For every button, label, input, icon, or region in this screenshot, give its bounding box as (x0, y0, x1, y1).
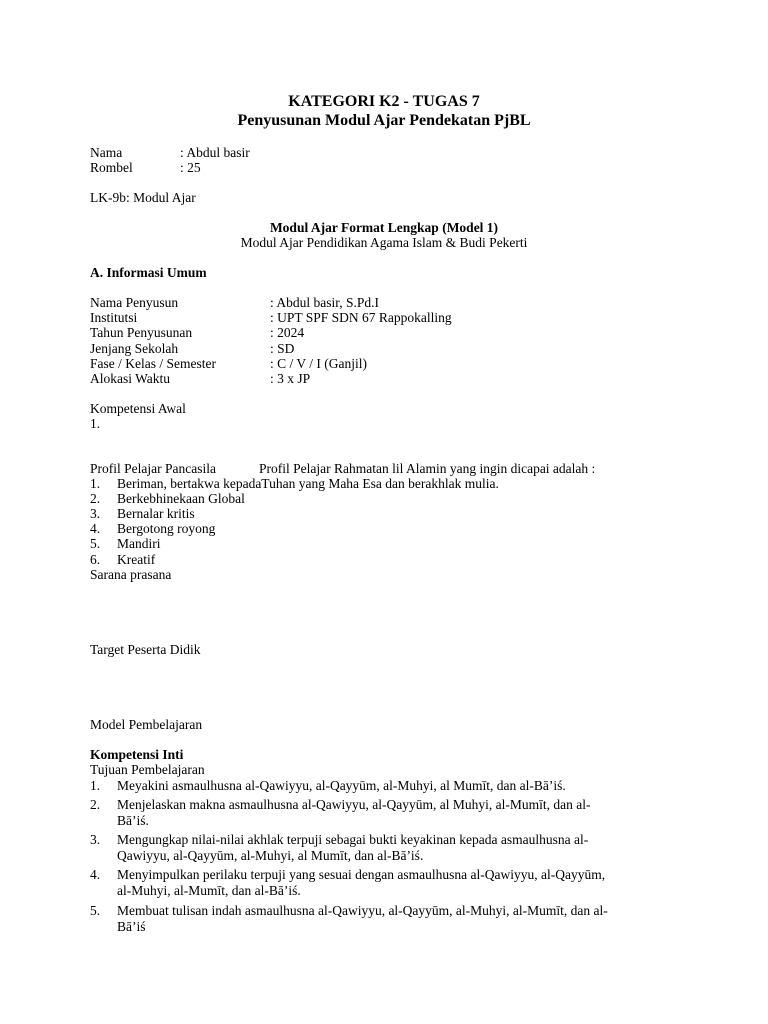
profil-text: Profil Pelajar Rahmatan lil Alamin yang ingin dicapai adalah : (259, 461, 596, 476)
list-item: Kreatif (117, 552, 156, 567)
kompetensi-awal-item: 1. (90, 416, 101, 431)
list-item: Berkebhinekaan Global (117, 491, 245, 506)
info-value: : 3 x JP (270, 371, 311, 386)
kompetensi-awal-label: Kompetensi Awal (90, 401, 186, 416)
profil-label: Profil Pelajar Pancasila (90, 461, 216, 476)
sarana-label: Sarana prasana (90, 567, 172, 582)
list-number: 5. (90, 903, 101, 918)
list-item-line: Meyakini asmaulhusna al-Qawiyyu, al-Qayyūm, al-Muhyi, al Mumīt, dan al-Bā’iś. (117, 778, 566, 793)
info-value: : Abdul basir, S.Pd.I (270, 295, 379, 310)
tujuan-label: Tujuan Pembelajaran (90, 762, 205, 777)
list-number: 4. (90, 521, 101, 536)
list-item-line: Bā’iś (117, 919, 146, 934)
list-number: 1. (90, 778, 101, 793)
lk-label: LK-9b: Modul Ajar (90, 190, 196, 205)
document-subtitle: Penyusunan Modul Ajar Pendekatan PjBL (237, 112, 531, 129)
info-value: : SD (270, 341, 295, 356)
list-item-line: Qawiyyu, al-Qayyūm, al-Muhyi, al Mumīt, dan al-Bā’iś. (117, 848, 424, 863)
list-number: 3. (90, 506, 101, 521)
list-number: 5. (90, 536, 101, 551)
list-item-line: Mengungkap nilai-nilai akhlak terpuji sebagai bukti keyakinan kepada asmaulhusna al- (117, 832, 589, 847)
list-number: 2. (90, 797, 101, 812)
info-label: Nama Penyusun (90, 295, 179, 310)
info-value: : C / V / I (Ganjil) (270, 356, 367, 371)
info-label: Jenjang Sekolah (90, 341, 179, 356)
info-label: Alokasi Waktu (90, 371, 171, 386)
identity-value-rombel: : 25 (180, 160, 201, 175)
list-item: Bergotong royong (117, 521, 216, 536)
identity-value-nama: : Abdul basir (180, 145, 250, 160)
list-item: Bernalar kritis (117, 506, 195, 521)
info-value: : UPT SPF SDN 67 Rappokalling (270, 310, 452, 325)
module-title: Modul Ajar Format Lengkap (Model 1) (269, 220, 499, 235)
info-value: : 2024 (270, 325, 305, 340)
identity-label-rombel: Rombel (90, 160, 133, 175)
list-item-line: Menjelaskan makna asmaulhusna al-Qawiyyu, al-Qayyūm, al Muhyi, al-Mumīt, dan al- (117, 797, 591, 812)
list-number: 6. (90, 552, 101, 567)
list-number: 2. (90, 491, 101, 506)
info-label: Institutsi (90, 310, 138, 325)
list-item: Mandiri (117, 536, 161, 551)
model-label: Model Pembelajaran (90, 717, 203, 732)
document-title: KATEGORI K2 - TUGAS 7 (288, 93, 480, 110)
list-number: 3. (90, 832, 101, 847)
section-a-heading: A. Informasi Umum (90, 265, 207, 280)
list-number: 1. (90, 476, 101, 491)
list-number: 4. (90, 867, 101, 882)
list-item-line: Bā’iś. (117, 813, 149, 828)
target-label: Target Peserta Didik (90, 642, 201, 657)
list-item-line: Menyimpulkan perilaku terpuji yang sesuai dengan asmaulhusna al-Qawiyyu, al-Qayyūm, (117, 867, 606, 882)
list-item-line: Membuat tulisan indah asmaulhusna al-Qawiyyu, al-Qayyūm, al-Muhyi, al-Mumīt, dan al- (117, 903, 608, 918)
identity-label-nama: Nama (90, 145, 123, 160)
kompetensi-inti-heading: Kompetensi Inti (90, 747, 184, 762)
list-item: Beriman, bertakwa kepadaTuhan yang Maha Esa dan berakhlak mulia. (117, 476, 499, 491)
module-subtitle: Modul Ajar Pendidikan Agama Islam & Budi Pekerti (240, 235, 528, 250)
info-label: Fase / Kelas / Semester (90, 356, 216, 371)
info-label: Tahun Penyusunan (90, 325, 193, 340)
list-item-line: al-Muhyi, al-Mumīt, dan al-Bā’iś. (117, 883, 301, 898)
